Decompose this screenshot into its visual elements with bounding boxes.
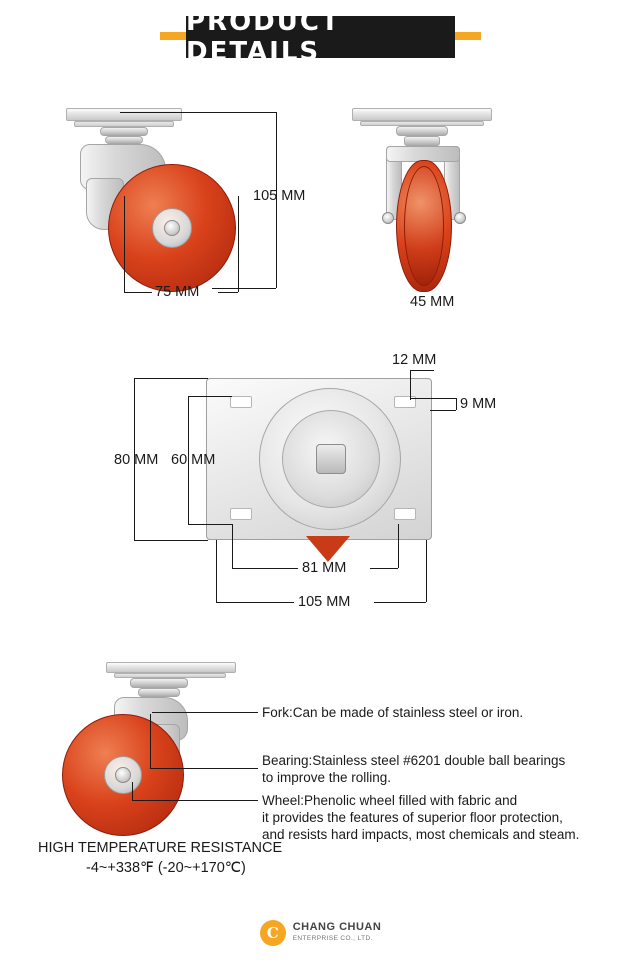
dim-line-81mm-h-right <box>370 568 398 569</box>
dim-label-12mm: 12 MM <box>392 352 437 368</box>
callout-wheel-line2: it provides the features of superior floor protection, <box>262 810 563 825</box>
dim-line-105mm-h-right <box>374 602 426 603</box>
callout-wheel-line3: and resists hard impacts, most chemicals and steam. <box>262 827 580 842</box>
top-plate-front <box>352 108 492 121</box>
dim-line-12mm-v <box>410 370 411 400</box>
dim-line-80mm-bottom <box>134 540 208 541</box>
dim-line-105mm-left <box>216 540 217 602</box>
wheel-front-tread <box>404 166 444 286</box>
footer-logo <box>0 920 641 946</box>
dim-line-81mm-right <box>398 524 399 568</box>
temperature-resistance-range: -4~+338℉ (-20~+170℃) <box>86 860 246 876</box>
callout-bearing-text <box>262 752 622 786</box>
caster-feature-illustration <box>58 662 244 834</box>
dim-line-75mm-left <box>124 196 125 292</box>
dim-label-81mm: 81 MM <box>302 560 347 576</box>
dim-line-75mm-bottom-right <box>218 292 238 293</box>
callout-leader-wheel-v <box>132 782 133 800</box>
callout-bearing-line2: to improve the rolling. <box>262 770 392 785</box>
temperature-resistance-title: HIGH TEMPERATURE RESISTANCE <box>38 840 283 856</box>
dim-line-80mm-top <box>134 378 208 379</box>
company-name: CHANG CHUAN <box>292 921 382 933</box>
dim-line-75mm-right <box>238 196 239 292</box>
swivel-caster-front-view <box>352 108 532 298</box>
bolt-hole-bottom-left <box>230 508 252 520</box>
swivel-raceway-upper <box>100 127 148 136</box>
feature-top-plate <box>106 662 236 673</box>
feature-wheel-axle <box>115 767 131 783</box>
dim-line-height-top <box>120 112 276 113</box>
dim-label-80mm: 80 MM <box>114 452 159 468</box>
dim-line-9mm-top <box>410 398 456 399</box>
company-logo-text <box>293 922 382 944</box>
swivel-king-pin <box>404 136 440 146</box>
dim-line-81mm-left <box>232 524 233 568</box>
callout-wheel-text <box>262 792 632 843</box>
top-plate-view <box>206 378 432 540</box>
dim-line-105mm-h-left <box>216 602 294 603</box>
callout-leader-bearing <box>150 768 258 769</box>
feature-bearing-race-2 <box>138 688 180 697</box>
dim-line-9mm-bottom <box>430 410 456 411</box>
axle-cap-right <box>454 212 466 224</box>
dim-label-105mm-length: 105 MM <box>298 594 351 610</box>
page-title: PRODUCT DETAILS <box>186 16 455 58</box>
dim-line-12mm-h <box>410 370 434 371</box>
bolt-hole-bottom-right <box>394 508 416 520</box>
dim-line-60mm-top <box>188 396 232 397</box>
feature-bearing-race <box>130 678 188 688</box>
dim-line-9mm-v <box>456 398 457 410</box>
callout-leader-wheel <box>132 800 258 801</box>
axle-cap-left <box>382 212 394 224</box>
header-banner <box>0 7 641 67</box>
dim-line-81mm-h-left <box>232 568 298 569</box>
callout-leader-bearing-v <box>150 714 151 768</box>
callout-wheel-line1: Wheel:Phenolic wheel filled with fabric and <box>262 793 518 808</box>
swivel-caster-side-view <box>60 108 260 298</box>
dim-label-45mm: 45 MM <box>410 294 455 310</box>
dim-label-60mm: 60 MM <box>171 452 216 468</box>
dim-line-height-bottom <box>212 288 276 289</box>
swivel-raceway-lower <box>105 136 143 144</box>
callout-fork-text: Fork:Can be made of stainless steel or iron. <box>262 705 524 720</box>
wheel-axle <box>164 220 180 236</box>
company-subtitle: ENTERPRISE CO., LTD. <box>292 935 373 942</box>
swivel-raceway-front <box>396 126 448 136</box>
callout-leader-fork <box>152 712 258 713</box>
company-logo-icon: C <box>260 920 286 946</box>
dim-line-60mm-bottom <box>188 524 232 525</box>
center-rivet <box>316 444 346 474</box>
wheel-peek-red <box>306 536 350 562</box>
dim-line-75mm-bottom-left <box>124 292 152 293</box>
callout-bearing-line1: Bearing:Stainless steel #6201 double ball bearings <box>262 753 566 768</box>
bolt-hole-top-left <box>230 396 252 408</box>
dim-label-9mm: 9 MM <box>460 396 497 412</box>
dim-label-105mm-height: 105 MM <box>253 188 306 204</box>
dim-label-75mm: 75 MM <box>155 284 200 300</box>
top-plate <box>66 108 182 121</box>
dim-line-105mm-right <box>426 540 427 602</box>
